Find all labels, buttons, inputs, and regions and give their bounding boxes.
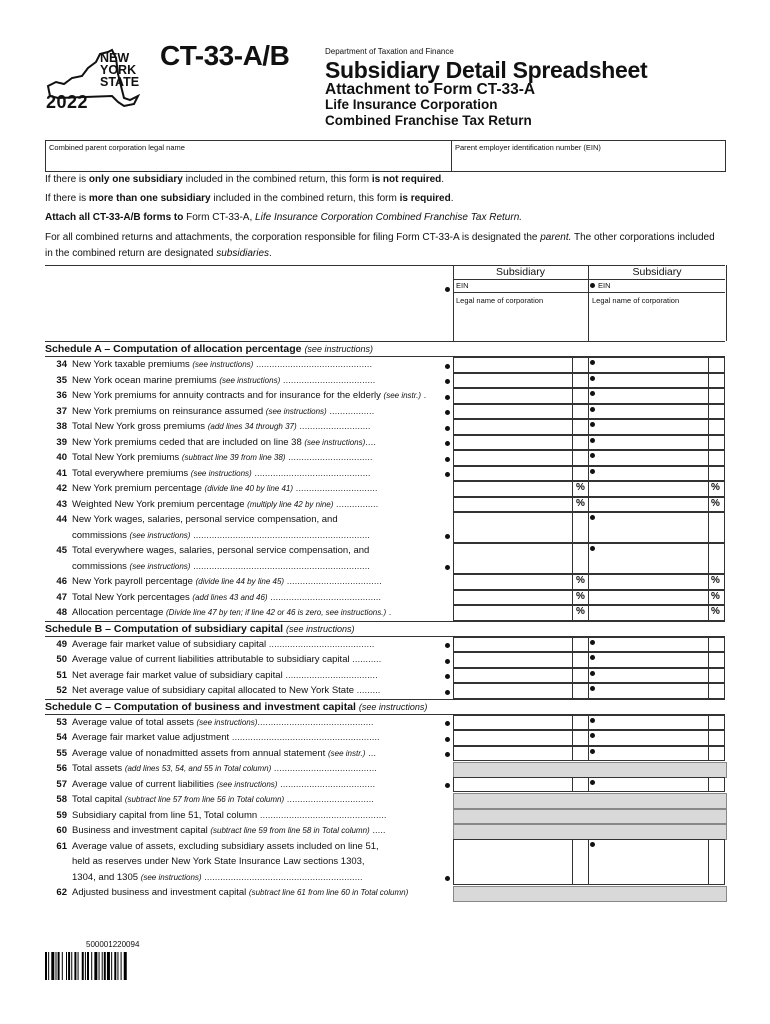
line-54-bullet xyxy=(590,733,595,738)
line-53-subsidiary-1-cents xyxy=(573,715,589,731)
line-37-subsidiary-2-cents xyxy=(709,404,725,420)
department-name: Department of Taxation and Finance xyxy=(325,47,454,56)
line-45-subsidiary-2-cents xyxy=(709,543,725,574)
line-57-bullet xyxy=(590,780,595,785)
line-40-bullet xyxy=(445,457,450,462)
barcode-image xyxy=(45,952,195,980)
line-38-subsidiary-1-cents xyxy=(573,419,589,435)
line-36-bullet xyxy=(445,395,450,400)
line-53-bullet xyxy=(590,718,595,723)
parent-ein-label: Parent employer identification number (EIN) xyxy=(455,143,601,152)
line-54-subsidiary-2-cents xyxy=(709,730,725,746)
form-subtitle-2: Life Insurance Corporation Combined Franchise Tax Return xyxy=(325,97,532,128)
line-39-bullet xyxy=(445,441,450,446)
line-34-bullet xyxy=(445,364,450,369)
line-37-subsidiary-1-cents xyxy=(573,404,589,420)
line-57-subsidiary-2-field[interactable] xyxy=(589,777,709,793)
line-38-subsidiary-1-field[interactable] xyxy=(453,419,573,435)
subsidiary-1-legal-name-label: Legal name of corporation xyxy=(456,296,544,305)
line-38-bullet xyxy=(445,426,450,431)
subsidiary-1-header: Subsidiary xyxy=(495,266,546,278)
line-47-subsidiary-1-field[interactable] xyxy=(453,590,573,606)
form-line-43: 43 Weighted New York premium percentage (multiply line 42 by nine) ................ xyxy=(56,498,379,510)
line-44-subsidiary-1-field[interactable] xyxy=(453,512,573,543)
line-51-bullet xyxy=(445,674,450,679)
line-41-subsidiary-2-cents xyxy=(709,466,725,482)
line-50-subsidiary-2-field[interactable] xyxy=(589,652,709,668)
line-56-gray-field xyxy=(453,762,727,778)
subsidiary-2-header: Subsidiary xyxy=(632,266,682,278)
line-61-bullet xyxy=(590,842,595,847)
line-34-bullet xyxy=(590,360,595,365)
parent-name-label: Combined parent corporation legal name xyxy=(49,143,185,152)
line-46-subsidiary-2-field[interactable] xyxy=(589,574,709,590)
line-48-subsidiary-1-field[interactable] xyxy=(453,605,573,621)
line-41-bullet xyxy=(445,472,450,477)
form-title: Subsidiary Detail Spreadsheet xyxy=(325,57,648,83)
percent-sign: % xyxy=(711,590,720,602)
form-line-62: 62 Adjusted business and investment capital (subtract line 61 from line 60 in Total column) xyxy=(56,887,409,898)
form-line-56: 56 Total assets (add lines 53, 54, and 55 in Total column) ....................................... xyxy=(56,763,377,774)
schedule-divider xyxy=(45,341,725,342)
line-42-subsidiary-1-field[interactable] xyxy=(453,481,573,497)
line-41-bullet xyxy=(590,469,595,474)
form-subtitle: Attachment to Form CT-33-A xyxy=(325,81,536,98)
line-49-bullet xyxy=(590,640,595,645)
line-45-bullet xyxy=(590,546,595,551)
form-line-cont: commissions (see instructions) ................................................................... xyxy=(72,529,370,541)
form-line-40: 40 Total New York premiums (subtract line 39 from line 38) ................................ xyxy=(56,452,373,463)
line-49-subsidiary-2-field[interactable] xyxy=(589,637,709,653)
line-54-subsidiary-1-field[interactable] xyxy=(453,730,573,746)
line-53-bullet xyxy=(445,721,450,726)
line-57-subsidiary-1-field[interactable] xyxy=(453,777,573,793)
line-44-bullet xyxy=(590,515,595,520)
form-line-58: 58 Total capital (subtract line 57 from line 56 in Total column) ................................. xyxy=(56,794,374,805)
line-42-subsidiary-2-field[interactable] xyxy=(589,481,709,497)
form-line-49: 49 Average fair market value of subsidiary capital ........................................ xyxy=(56,638,375,650)
line-45-subsidiary-1-cents xyxy=(573,543,589,574)
instruction-line-1: If there is only one subsidiary included in the combined return, this form is not required. xyxy=(45,174,445,185)
line-34-subsidiary-1-field[interactable] xyxy=(453,357,573,373)
form-line-52: 52 Net average value of subsidiary capital allocated to New York State ......... xyxy=(56,685,381,696)
line-49-subsidiary-2-cents xyxy=(709,637,725,653)
line-53-subsidiary-2-field[interactable] xyxy=(589,715,709,731)
form-line-47: 47 Total New York percentages (add lines 43 and 46) .......................................... xyxy=(56,591,382,603)
form-line-55: 55 Average value of nonadmitted assets from annual statement (see instr.) ... xyxy=(56,747,377,759)
line-34-subsidiary-2-field[interactable] xyxy=(589,357,709,373)
line-44-bullet xyxy=(445,534,450,539)
subsidiary-2-ein-label: EIN xyxy=(598,281,611,290)
line-55-subsidiary-2-cents xyxy=(709,746,725,762)
line-55-subsidiary-1-field[interactable] xyxy=(453,746,573,762)
line-53-subsidiary-1-field[interactable] xyxy=(453,715,573,731)
subsidiary-2-legal-name-label: Legal name of corporation xyxy=(592,296,680,305)
line-50-bullet xyxy=(590,655,595,660)
line-44-subsidiary-2-field[interactable] xyxy=(589,512,709,543)
form-line-cont: 1304, and 1305 (see instructions) ............................................................ xyxy=(72,871,363,883)
percent-sign: % xyxy=(711,606,720,617)
line-62-gray-field xyxy=(453,886,727,902)
instruction-line-4: For all combined returns and attachments, the corporation responsible for filing Form CT-33-A is designated the parent. The other corporations included in the combined return are designated subsidiaries. xyxy=(45,232,715,259)
line-46-subsidiary-1-field[interactable] xyxy=(453,574,573,590)
line-35-subsidiary-1-field[interactable] xyxy=(453,373,573,389)
form-line-44: 44 New York wages, salaries, personal service compensation, and xyxy=(56,514,338,525)
line-38-subsidiary-2-cents xyxy=(709,419,725,435)
line-55-subsidiary-1-cents xyxy=(573,746,589,762)
line-51-bullet xyxy=(590,671,595,676)
form-line-50: 50 Average value of current liabilities attributable to subsidiary capital ........... xyxy=(56,654,382,665)
line-40-subsidiary-1-field[interactable] xyxy=(453,450,573,466)
line-52-subsidiary-2-field[interactable] xyxy=(589,683,709,699)
line-60-gray-field xyxy=(453,824,727,840)
schedule-a-title: Schedule A – Computation of allocation percentage (see instructions) xyxy=(45,343,373,355)
line-49-subsidiary-1-cents xyxy=(573,637,589,653)
form-line-57: 57 Average value of current liabilities (see instructions) .................................... xyxy=(56,778,376,790)
line-52-bullet xyxy=(445,690,450,695)
form-line-51: 51 Net average fair market value of subsidiary capital ................................... xyxy=(56,669,378,681)
line-39-subsidiary-2-field[interactable] xyxy=(589,435,709,451)
line-40-subsidiary-2-field[interactable] xyxy=(589,450,709,466)
line-52-subsidiary-1-field[interactable] xyxy=(453,683,573,699)
form-year: 2022 xyxy=(46,92,89,112)
line-36-subsidiary-1-field[interactable] xyxy=(453,388,573,404)
line-52-subsidiary-1-cents xyxy=(573,683,589,699)
line-41-subsidiary-1-cents xyxy=(573,466,589,482)
line-57-bullet xyxy=(445,783,450,788)
percent-sign: % xyxy=(576,575,585,586)
line-41-subsidiary-1-field[interactable] xyxy=(453,466,573,482)
line-38-bullet xyxy=(590,422,595,427)
line-35-bullet xyxy=(445,379,450,384)
line-37-subsidiary-2-field[interactable] xyxy=(589,404,709,420)
form-line-38: 38 Total New York gross premiums (add lines 34 through 37) ........................... xyxy=(56,421,371,432)
line-54-subsidiary-2-field[interactable] xyxy=(589,730,709,746)
line-40-subsidiary-1-cents xyxy=(573,450,589,466)
subsidiary-1-ein-label: EIN xyxy=(456,281,469,290)
percent-sign: % xyxy=(711,497,720,509)
line-57-subsidiary-2-cents xyxy=(709,777,725,793)
form-line-42: 42 New York premium percentage (divide line 40 by line 41) ............................... xyxy=(56,483,378,494)
form-line-60: 60 Business and investment capital (subtract line 59 from line 58 in Total column) ..... xyxy=(56,825,386,836)
line-49-bullet xyxy=(445,643,450,648)
line-59-gray-field xyxy=(453,809,727,825)
line-55-bullet xyxy=(445,752,450,757)
line-51-subsidiary-1-cents xyxy=(573,668,589,684)
line-35-subsidiary-2-field[interactable] xyxy=(589,373,709,389)
percent-sign: % xyxy=(576,497,585,509)
form-line-54: 54 Average fair market value adjustment ........................................................ xyxy=(56,732,380,743)
line-36-subsidiary-2-cents xyxy=(709,388,725,404)
line-35-subsidiary-1-cents xyxy=(573,373,589,389)
line-51-subsidiary-1-field[interactable] xyxy=(453,668,573,684)
line-53-subsidiary-2-cents xyxy=(709,715,725,731)
form-line-61: 61 Average value of assets, excluding subsidiary assets included on line 51, xyxy=(56,840,379,852)
barcode-number: 500001220094 xyxy=(86,940,140,949)
line-35-bullet xyxy=(590,376,595,381)
line-51-subsidiary-2-field[interactable] xyxy=(589,668,709,684)
schedule-divider xyxy=(45,621,725,622)
schedule-divider xyxy=(45,699,725,700)
line-47-subsidiary-2-field[interactable] xyxy=(589,590,709,606)
line-54-bullet xyxy=(445,737,450,742)
line-38-subsidiary-2-field[interactable] xyxy=(589,419,709,435)
line-40-subsidiary-2-cents xyxy=(709,450,725,466)
line-45-subsidiary-2-field[interactable] xyxy=(589,543,709,574)
line-61-subsidiary-1-field[interactable] xyxy=(453,839,573,886)
line-44-subsidiary-2-cents xyxy=(709,512,725,543)
line-55-subsidiary-2-field[interactable] xyxy=(589,746,709,762)
form-line-cont: held as reserves under New York State Insurance Law sections 1303, xyxy=(72,856,365,867)
instruction-line-3: Attach all CT-33-A/B forms to Form CT-33-A, Life Insurance Corporation Combined Franchise Tax Return. xyxy=(45,212,523,223)
line-45-subsidiary-1-field[interactable] xyxy=(453,543,573,574)
line-39-subsidiary-1-cents xyxy=(573,435,589,451)
percent-sign: % xyxy=(576,590,585,602)
form-line-36: 36 New York premiums for annuity contracts and for insurance for the elderly (see instr.) . xyxy=(56,390,427,401)
line-39-subsidiary-1-field[interactable] xyxy=(453,435,573,451)
form-line-37: 37 New York premiums on reinsurance assumed (see instructions) ................. xyxy=(56,405,375,417)
form-line-53: 53 Average value of total assets (see instructions)............................................ xyxy=(56,716,374,728)
percent-sign: % xyxy=(711,575,720,586)
line-41-subsidiary-2-field[interactable] xyxy=(589,466,709,482)
line-50-subsidiary-1-cents xyxy=(573,652,589,668)
line-44-subsidiary-1-cents xyxy=(573,512,589,543)
line-40-bullet xyxy=(590,453,595,458)
percent-sign: % xyxy=(576,482,585,493)
form-line-41: 41 Total everywhere premiums (see instructions) ............................................ xyxy=(56,467,371,479)
line-58-gray-field xyxy=(453,793,727,809)
line-50-bullet xyxy=(445,659,450,664)
line-49-subsidiary-1-field[interactable] xyxy=(453,637,573,653)
state-name: NEW YORK STATE xyxy=(100,51,140,89)
form-line-48: 48 Allocation percentage (Divide line 47 by ten; if line 42 or 46 is zero, see instructions.) . xyxy=(56,607,392,618)
line-36-subsidiary-1-cents xyxy=(573,388,589,404)
instruction-line-2: If there is more than one subsidiary included in the combined return, this form is required. xyxy=(45,193,454,204)
form-line-46: 46 New York payroll percentage (divide line 44 by line 45) .................................... xyxy=(56,576,382,587)
line-35-subsidiary-2-cents xyxy=(709,373,725,389)
line-50-subsidiary-1-field[interactable] xyxy=(453,652,573,668)
line-61-subsidiary-1-cents xyxy=(573,839,589,886)
line-61-subsidiary-2-field[interactable] xyxy=(589,839,709,886)
line-37-bullet xyxy=(445,410,450,415)
line-37-bullet xyxy=(590,407,595,412)
line-34-subsidiary-2-cents xyxy=(709,357,725,373)
schedule-c-title: Schedule C – Computation of business and investment capital (see instructions) xyxy=(45,700,428,713)
line-54-subsidiary-1-cents xyxy=(573,730,589,746)
line-45-bullet xyxy=(445,565,450,570)
line-55-bullet xyxy=(590,749,595,754)
line-52-bullet xyxy=(590,686,595,691)
line-43-subsidiary-2-field[interactable] xyxy=(589,497,709,513)
form-line-45: 45 Total everywhere wages, salaries, personal service compensation, and xyxy=(56,545,370,556)
form-line-cont: commissions (see instructions) ................................................................... xyxy=(72,560,370,572)
form-line-35: 35 New York ocean marine premiums (see instructions) ................................... xyxy=(56,374,376,386)
line-43-subsidiary-1-field[interactable] xyxy=(453,497,573,513)
percent-sign: % xyxy=(576,606,585,617)
line-39-bullet xyxy=(590,438,595,443)
form-line-39: 39 New York premiums ceded that are included on line 38 (see instructions).... xyxy=(56,436,376,448)
form-number: CT-33-A/B xyxy=(160,40,290,71)
line-34-subsidiary-1-cents xyxy=(573,357,589,373)
line-61-bullet xyxy=(445,876,450,881)
line-57-subsidiary-1-cents xyxy=(573,777,589,793)
form-line-34: 34 New York taxable premiums (see instructions) ............................................ xyxy=(56,359,373,370)
line-36-bullet xyxy=(590,391,595,396)
line-51-subsidiary-2-cents xyxy=(709,668,725,684)
line-37-subsidiary-1-field[interactable] xyxy=(453,404,573,420)
line-36-subsidiary-2-field[interactable] xyxy=(589,388,709,404)
schedule-b-title: Schedule B – Computation of subsidiary capital (see instructions) xyxy=(45,622,355,635)
line-48-subsidiary-2-field[interactable] xyxy=(589,605,709,621)
percent-sign: % xyxy=(711,482,720,493)
form-line-59: 59 Subsidiary capital from line 51, Total column ................................................ xyxy=(56,809,387,821)
line-52-subsidiary-2-cents xyxy=(709,683,725,699)
line-50-subsidiary-2-cents xyxy=(709,652,725,668)
line-61-subsidiary-2-cents xyxy=(709,839,725,886)
line-39-subsidiary-2-cents xyxy=(709,435,725,451)
